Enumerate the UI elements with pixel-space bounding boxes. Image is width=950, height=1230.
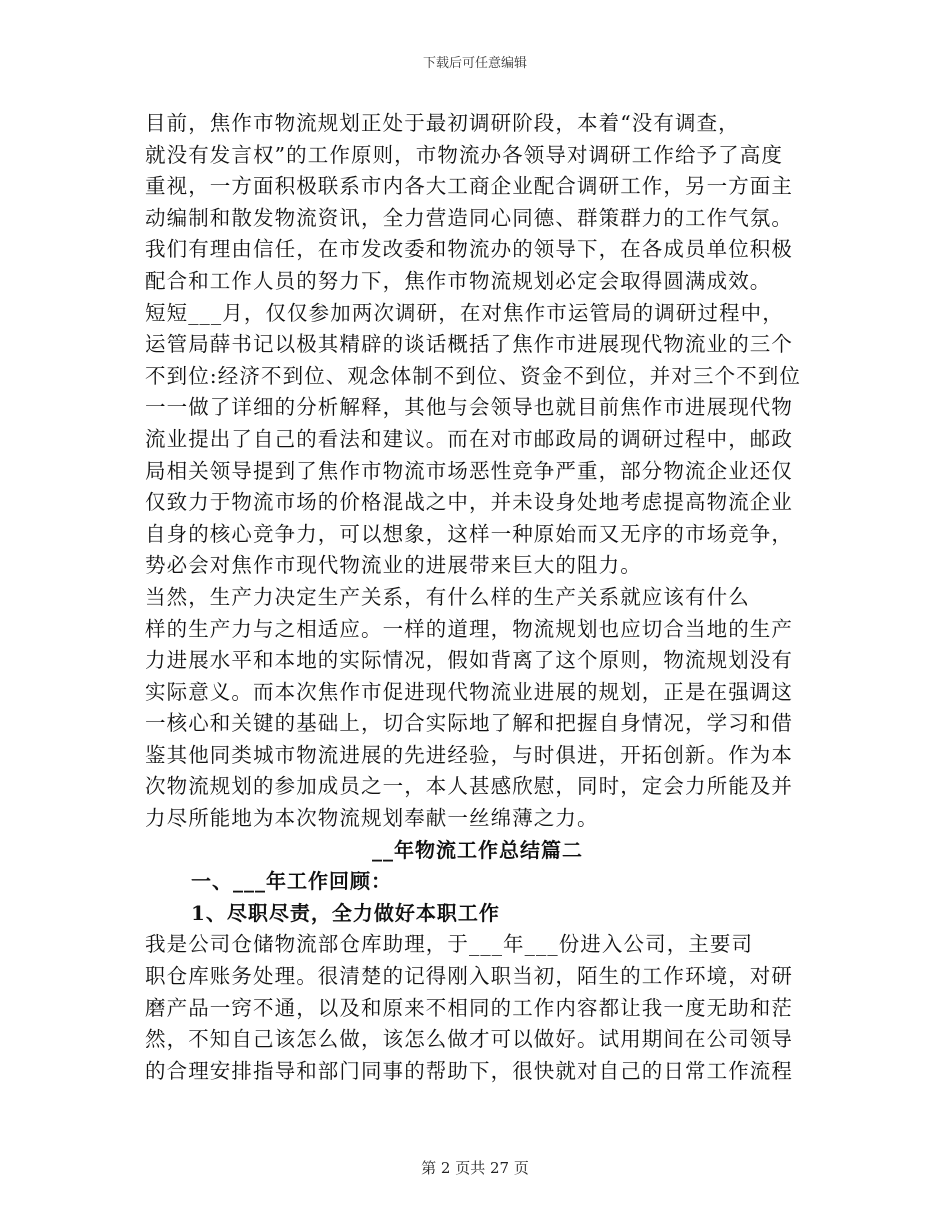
section-title: __年物流工作总结篇二	[372, 837, 583, 862]
paragraph-line: 动编制和散发物流资讯，全力营造同心同德、群策群力的工作气氛。	[145, 205, 793, 230]
paragraph-line: 自身的核心竞争力，可以想象，这样一种原始而又无序的市场竞争，	[145, 521, 793, 546]
paragraph-line: 我们有理由信任，在市发改委和物流办的领导下，在各成员单位积极	[145, 237, 793, 262]
page-footer: 第 2 页共 27 页	[421, 1159, 529, 1177]
subheading: 1、尽职尽责，全力做好本职工作	[191, 900, 500, 925]
paragraph-line: 次物流规划的参加成员之一，本人甚感欣慰，同时，定会力所能及并	[145, 774, 793, 799]
subheading: 一、___年工作回顾：	[191, 869, 392, 894]
paragraph-line: 力进展水平和本地的实际情况，假如背离了这个原则，物流规划没有	[145, 648, 793, 673]
paragraph-line: 磨产品一窍不通，以及和原来不相同的工作内容都让我一度无助和茫	[145, 995, 793, 1020]
paragraph-line: 实际意义。而本次焦作市促进现代物流业进展的规划，正是在强调这	[145, 679, 793, 704]
paragraph-line: 当然，生产力决定生产关系，有什么样的生产关系就应该有什么	[145, 584, 750, 609]
paragraph-line: 鉴其他同类城市物流进展的先进经验，与时俱进，开拓创新。作为本	[145, 742, 793, 767]
paragraph-line: 局相关领导提到了焦作市物流市场恶性竞争严重，部分物流企业还仅	[145, 458, 793, 483]
paragraph-line: 重视，一方面积极联系市内各大工商企业配合调研工作，另一方面主	[145, 174, 793, 199]
paragraph-line: 就没有发言权”的工作原则，市物流办各领导对调研工作给予了高度	[145, 142, 783, 167]
paragraph-line: 我是公司仓储物流部仓库助理，于___年___份进入公司，主要司	[145, 932, 754, 957]
paragraph-line: 短短___月，仅仅参加两次调研，在对焦作市运管局的调研过程中，	[145, 300, 784, 325]
paragraph-line: 然，不知自己该怎么做，该怎么做才可以做好。试用期间在公司领导	[145, 1027, 793, 1052]
paragraph-line: 样的生产力与之相适应。一样的道理，物流规划也应切合当地的生产	[145, 616, 793, 641]
document-body	[145, 108, 810, 1087]
paragraph-line: 职仓库账务处理。很清楚的记得刚入职当初，陌生的工作环境，对研	[145, 964, 793, 989]
paragraph-line: 力尽所能地为本次物流规划奉献一丝绵薄之力。	[145, 806, 599, 831]
paragraph-line: 势必会对焦作市现代物流业的进展带来巨大的阻力。	[145, 553, 642, 578]
paragraph-line: 流业提出了自己的看法和建议。而在对市邮政局的调研过程中，邮政	[145, 426, 793, 451]
paragraph-line: 的合理安排指导和部门同事的帮助下，很快就对自己的日常工作流程	[145, 1058, 793, 1083]
paragraph-line: 不到位:经济不到位、观念体制不到位、资金不到位，并对三个不到位	[145, 363, 802, 388]
paragraph-line: 配合和工作人员的努力下，焦作市物流规划必定会取得圆满成效。	[145, 268, 772, 293]
page-header: 下载后可任意编辑	[422, 56, 527, 71]
paragraph-line: 仅致力于物流市场的价格混战之中，并未设身处地考虑提高物流企业	[145, 490, 793, 515]
paragraph-line: 一核心和关键的基础上，切合实际地了解和把握自身情况，学习和借	[145, 711, 793, 736]
paragraph-line: 目前，焦作市物流规划正处于最初调研阶段，本着“没有调查，	[145, 111, 740, 135]
paragraph-line: 一一做了详细的分析解释，其他与会领导也就目前焦作市进展现代物	[145, 395, 793, 420]
paragraph-line: 运管局薛书记以极其精辟的谈话概括了焦作市进展现代物流业的三个	[145, 332, 793, 357]
